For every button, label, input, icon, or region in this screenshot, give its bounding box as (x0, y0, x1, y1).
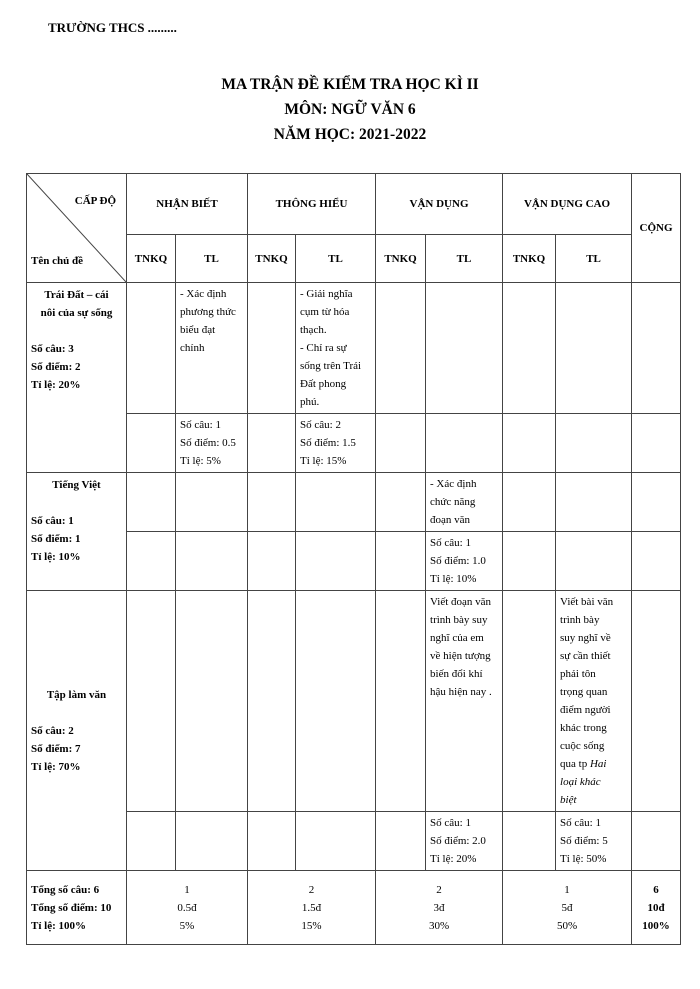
cell-empty (632, 591, 681, 812)
cell-text-line: 2 (308, 883, 315, 896)
cell-text-line: 50% (556, 919, 578, 932)
cell-empty (248, 414, 296, 473)
cell-vd-tl-content (426, 473, 503, 532)
sub-header-tnkq: TNKQ (127, 235, 176, 283)
cell-text-line: Viết bài văn (560, 596, 614, 608)
cell-text-line: biểu đạt (180, 324, 216, 336)
cell-empty (632, 414, 681, 473)
cell-text-line: phú. (300, 396, 320, 408)
cell-text-line: Tổng số câu: 6 (31, 883, 100, 896)
sub-header-tl: TL (296, 235, 376, 283)
cell-text-line: cụm từ hóa (300, 306, 350, 318)
cell-text-line: 1 (184, 883, 190, 896)
cell-text-line (31, 704, 122, 722)
cell-text-line: qua tp Hai (560, 758, 607, 770)
cell-text-line: - Giải nghĩa (300, 288, 353, 300)
cell-text-line: 2 (436, 883, 442, 896)
cell-text-line: 30% (428, 919, 450, 932)
cell-text-line: Số câu: 1 (560, 817, 601, 829)
topic-score: Số điểm: 2 (31, 361, 81, 373)
cell-text-line: sống trên Trái (300, 360, 362, 372)
cell-text-line: Tỉ lệ: 15% (300, 455, 347, 467)
topic-question-count: Số câu: 2 (31, 724, 74, 737)
cell-vdc-tl-content (556, 591, 632, 812)
cell-empty (503, 283, 556, 414)
cell-th-tl-content (296, 283, 376, 414)
topic-ratio: Tỉ lệ: 70% (31, 760, 81, 773)
cell-text-line: 100% (642, 919, 670, 932)
cell-text-line (31, 494, 122, 512)
exam-matrix-table (26, 173, 681, 945)
cell-empty (376, 473, 426, 532)
cell-empty (503, 812, 556, 871)
cell-text-line: 0.5đ (177, 901, 197, 914)
cell-text-line: 5đ (561, 901, 573, 914)
sub-header-tnkq: TNKQ (376, 235, 426, 283)
topic-ratio: Tỉ lệ: 10% (31, 551, 81, 563)
total-van-dung (376, 871, 503, 945)
corner-topic-label: Tên chủ đề (31, 255, 83, 267)
cell-text-line: chính (180, 342, 205, 354)
topic-cell-trai-dat (27, 283, 127, 473)
cell-text-line: trình bày suy (430, 614, 488, 626)
cell-text-line: Số điểm: 5 (560, 835, 608, 847)
cell-empty (632, 532, 681, 591)
cell-vdc-stats (556, 812, 632, 871)
cell-text-line: khác trong (560, 722, 607, 734)
cell-text-line: Số điểm: 0.5 (180, 437, 236, 449)
cell-text-line: 1 (564, 883, 570, 896)
cell-vd-tl-content (426, 591, 503, 812)
cell-empty (176, 532, 248, 591)
cell-nb-tl-content (176, 283, 248, 414)
cell-text-line (31, 322, 122, 340)
cell-text-line: điểm người (560, 704, 611, 716)
sub-header-tl: TL (556, 235, 632, 283)
cell-empty (556, 414, 632, 473)
sub-header-tnkq: TNKQ (503, 235, 556, 283)
cell-empty (248, 812, 296, 871)
cell-empty (376, 532, 426, 591)
total-thong-hieu (248, 871, 376, 945)
cell-text-line: chức năng (430, 496, 476, 508)
topic-row-tap-lam-van (27, 591, 681, 812)
total-header: CỘNG (632, 174, 681, 283)
cell-empty (296, 591, 376, 812)
cell-empty (556, 283, 632, 414)
cell-empty (127, 591, 176, 812)
topic-row-trai-dat (27, 283, 681, 414)
cell-text-line: Đất phong (300, 378, 347, 390)
totals-label-cell (27, 871, 127, 945)
cell-empty (556, 532, 632, 591)
cell-text-line: - Xác định (180, 288, 227, 300)
total-all (632, 871, 681, 945)
subject-title: MÔN: NGỮ VĂN 6 (284, 101, 416, 118)
cell-text-line: Số câu: 1 (180, 419, 221, 431)
topic-score: Số điểm: 1 (31, 533, 81, 545)
cell-text-line: Tỉ lệ: 100% (31, 919, 86, 932)
cell-empty (127, 283, 176, 414)
topic-name: Tập làm văn (46, 688, 107, 701)
cell-text-line: phải tôn (560, 668, 596, 680)
cell-text-line: Số điểm: 1.5 (300, 437, 356, 449)
cell-vd-stats (426, 812, 503, 871)
topic-question-count: Số câu: 1 (31, 515, 74, 527)
cell-text-line: sự cần thiết (560, 650, 611, 662)
cell-empty (503, 473, 556, 532)
sub-header-tl: TL (426, 235, 503, 283)
cell-th-stats (296, 414, 376, 473)
level-header-thong-hieu: THÔNG HIỂU (248, 174, 376, 235)
cell-text-line: loại khác (560, 776, 601, 788)
cell-empty (127, 473, 176, 532)
cell-nb-stats (176, 414, 248, 473)
cell-text-line: 5% (179, 919, 195, 932)
cell-empty (248, 473, 296, 532)
cell-empty (426, 283, 503, 414)
level-header-van-dung: VẬN DỤNG (376, 174, 503, 235)
cell-empty (127, 414, 176, 473)
level-header-van-dung-cao: VẬN DỤNG CAO (503, 174, 632, 235)
header-level-row (27, 174, 681, 235)
cell-text-line: Tỉ lệ: 10% (430, 573, 477, 585)
cell-text-line: Tỉ lệ: 20% (430, 853, 477, 865)
cell-text-line: Tổng số điểm: 10 (31, 901, 112, 914)
cell-empty (376, 283, 426, 414)
school-name: TRƯỜNG THCS ......... (48, 20, 177, 35)
cell-text-line: Tỉ lệ: 50% (560, 853, 607, 865)
total-van-dung-cao (503, 871, 632, 945)
cell-text-line: - Chỉ ra sự (300, 342, 347, 354)
cell-text-line: Viết đoạn văn (430, 596, 492, 608)
cell-text-line: Số câu: 1 (430, 817, 471, 829)
cell-empty (503, 414, 556, 473)
cell-text-line: Số điểm: 1.0 (430, 555, 486, 567)
cell-text-line: biến đổi khí (430, 668, 483, 680)
total-nhan-biet (127, 871, 248, 945)
cell-empty (176, 591, 248, 812)
cell-empty (632, 283, 681, 414)
cell-empty (632, 473, 681, 532)
cell-empty (376, 591, 426, 812)
cell-vd-stats (426, 532, 503, 591)
level-header-nhan-biet: NHẬN BIẾT (127, 174, 248, 235)
sub-header-tl: TL (176, 235, 248, 283)
cell-empty (296, 532, 376, 591)
topic-question-count: Số câu: 3 (31, 343, 74, 355)
cell-empty (503, 591, 556, 812)
cell-text-line: suy nghĩ về (560, 632, 611, 644)
cell-empty (176, 812, 248, 871)
cell-text-line: hậu hiện nay . (430, 686, 492, 698)
cell-empty (556, 473, 632, 532)
cell-text-line: 6 (653, 883, 659, 896)
topic-cell-tap-lam-van (27, 591, 127, 871)
school-year-title: NĂM HỌC: 2021-2022 (273, 126, 427, 143)
cell-empty (296, 812, 376, 871)
cell-empty (127, 532, 176, 591)
cell-empty (127, 812, 176, 871)
cell-empty (296, 473, 376, 532)
work-title: Hai (589, 758, 607, 770)
cell-text-line: Số câu: 1 (430, 537, 471, 549)
cell-text-line: phương thức (180, 306, 236, 318)
topic-name: Tiếng Việt (52, 479, 101, 491)
cell-text-line: - Xác định (430, 478, 477, 490)
topic-name: Trái Đất – cái (44, 289, 109, 301)
topic-name: nôi của sự sống (40, 307, 113, 319)
cell-empty (426, 414, 503, 473)
cell-text-line: 10đ (647, 901, 665, 914)
cell-empty (248, 532, 296, 591)
sub-header-tnkq: TNKQ (248, 235, 296, 283)
cell-text-line: trình bày (560, 614, 600, 626)
cell-empty (248, 591, 296, 812)
cell-text-line: 1.5đ (301, 901, 322, 914)
cell-empty (248, 283, 296, 414)
cell-text-line: 3đ (433, 901, 445, 914)
cell-empty (632, 812, 681, 871)
cell-text-line: 15% (301, 919, 322, 932)
cell-text-line: trọng quan (560, 686, 608, 698)
corner-header-cell (27, 174, 127, 283)
cell-text-line: Số câu: 2 (300, 419, 341, 431)
cell-text-line: cuộc sống (560, 740, 605, 752)
cell-empty (503, 532, 556, 591)
cell-text-line: đoạn văn (430, 514, 471, 526)
document-title: MA TRẬN ĐỀ KIỂM TRA HỌC KÌ II (221, 76, 479, 93)
cell-text-line: biệt (560, 794, 577, 806)
topic-ratio: Tỉ lệ: 20% (31, 379, 81, 391)
cell-text-line: về hiện tượng (430, 650, 491, 662)
cell-text-line: thạch. (300, 324, 327, 336)
cell-text-line: nghĩ của em (430, 632, 484, 644)
totals-row (27, 871, 681, 945)
corner-level-label: CẤP ĐỘ (74, 195, 116, 207)
cell-text-line: Tỉ lệ: 5% (180, 455, 221, 467)
cell-empty (376, 812, 426, 871)
cell-empty (176, 473, 248, 532)
cell-empty (376, 414, 426, 473)
topic-cell-tieng-viet (27, 473, 127, 591)
cell-text-line: Số điểm: 2.0 (430, 835, 486, 847)
topic-row-tieng-viet (27, 473, 681, 532)
topic-score: Số điểm: 7 (31, 742, 81, 755)
